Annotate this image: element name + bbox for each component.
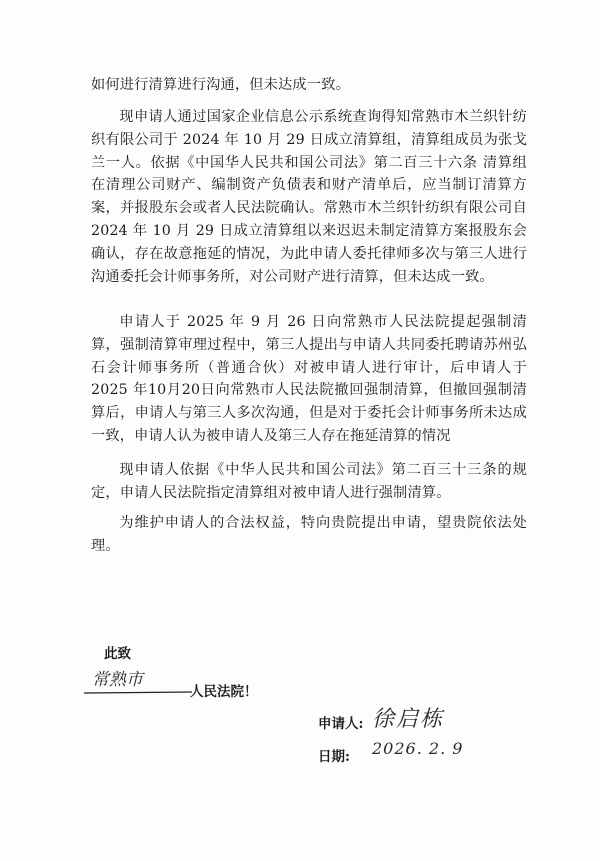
paragraph-court-proceedings: 申请人于 2025 年 9 月 26 日向常熟市人民法院提起强制清算，强制清算审理过程中，第三人提出与申请人共同委托聘请苏州弘石会计师事务所（普通合伙）对被申请人进行审计，后申请人于 2025 年10月20日向常熟市人民法院撤回强制清算，但撤回强制清算后，申请人与第三人多次沟通，但是对于委托会计师事务所未达成一致，申请人认为被申请人及第三人存在拖延清算的情况 [91,314,527,444]
paragraph-request: 为维护申请人的合法权益，特向贵院提出申请，望贵院依法处理。 [91,515,527,554]
paragraph-legal-basis: 现申请人依据《中华人民共和国公司法》第二百三十三条的规定，申请人民法院指定清算组对被申请人进行强制清算。 [91,462,527,501]
court-suffix: 人民法院！ [190,684,258,700]
applicant-label: 申请人: [318,716,364,732]
court-name-handwritten: 常熟市 [92,670,143,690]
applicant-signature: 徐启栋 [372,707,445,732]
paragraph-liquidation-group: 现申请人通过国家企业信息公示系统查询得知常熟市木兰织针纺织有限公司于 2024 年 10 月 29 日成立清算组，清算组成员为张戈兰一人。依据《中国华人民共和国公司法》第二百三十六条 清算组在清理公司财产、编制资产负债表和财产清单后，应当制订清算方案，并报股东会或者人民法院确认。常熟市木兰织针纺织有限公司自 2024 年 10 月 29 日成立清算组以来迟迟未制定清算方案报股东会确认，存在故意拖延的情况，为此申请人委托律师多次与第三人进行沟通委托会计师事务所，对公司财产进行清算，但未达成一致。 [91,109,527,285]
date-handwritten: 2026. 2. 9 [372,739,464,758]
date-label: 日期: [318,749,350,765]
paragraph-continuation: 如何进行清算进行沟通，但未达成一致。 [91,77,350,93]
court-underline [84,690,194,696]
salutation: 此致 [104,646,131,662]
